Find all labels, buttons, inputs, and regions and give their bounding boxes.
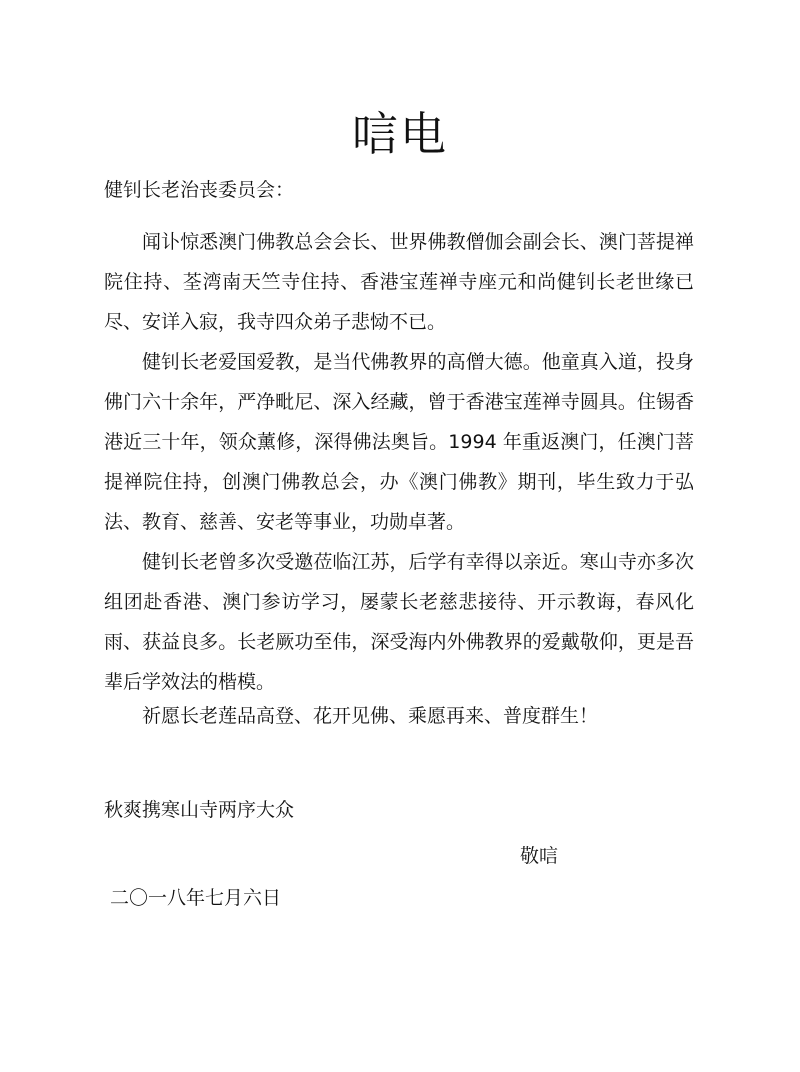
paragraph-biography: 健钊长老爱国爱教，是当代佛教界的高僧大德。他童真入道，投身佛门六十余年，严净毗尼、深入经藏，曾于香港宝莲禅寺圆具。住锡香港近三十年，领众薰修，深得佛法奥旨。1994 年重返澳门，任澳门菩提禅院住持，创澳门佛教总会，办《澳门佛教》期刊，毕生致力于弘法、教育、慈善、安老等事业，功勋卓著。 — [104, 351, 694, 533]
date-line: 二〇一八年七月六日 — [110, 887, 282, 909]
sender-line: 秋爽携寒山寺两序大众 — [104, 799, 295, 821]
paragraph-relationship: 健钊长老曾多次受邀莅临江苏，后学有幸得以亲近。寒山寺亦多次组团赴香港、澳门参访学习，屡蒙长老慈悲接待、开示教诲，春风化雨、获益良多。长老厥功至伟，深受海内外佛教界的爱戴敬仰，更是吾辈后学效法的楷模。 — [104, 551, 694, 693]
letter-body — [104, 222, 694, 730]
salutation: 健钊长老治丧委员会： — [104, 179, 295, 201]
paragraph-condolence: 闻讣惊悉澳门佛教总会会长、世界佛教僧伽会副会长、澳门菩提禅院住持、荃湾南天竺寺住持、香港宝莲禅寺座元和尚健钊长老世缘已尽、安详入寂，我寺四众弟子悲恸不已。 — [104, 231, 694, 333]
closing-wish: 祈愿长老莲品高登、花开见佛、乘愿再来、普度群生！ — [142, 705, 599, 727]
signoff: 敬唁 — [520, 845, 559, 867]
page-title: 唁电 — [352, 107, 448, 161]
